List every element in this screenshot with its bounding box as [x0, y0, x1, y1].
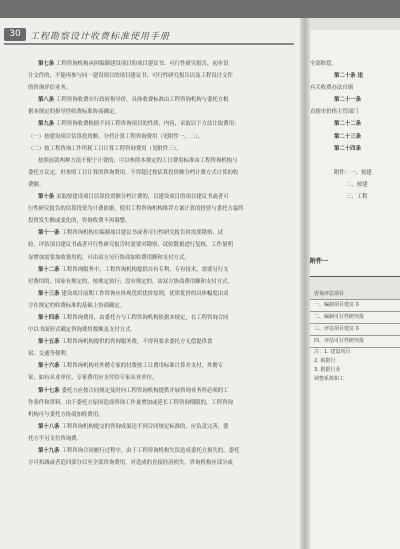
book-gutter: [300, 18, 310, 549]
article-line: [28, 409, 296, 421]
page-number: 30: [4, 28, 26, 41]
article-first-line: [28, 288, 296, 300]
article-text: 家，如有从业单位，专家费用应支付给专家从业单位。: [28, 375, 158, 382]
article-first-line: [28, 312, 296, 324]
article-number: 第八条: [38, 97, 57, 104]
article-first-line: [28, 385, 296, 397]
article-text: 行性研究报告的估算投资为计费依据，使用工程咨询机构推荐方案计算的投资与委托方最终: [28, 206, 244, 213]
article-text: 计文件的，不能再参与同一建设项目的项目建议书、可行性研究报告以及工程设计文件: [28, 73, 233, 80]
right-page-line: [310, 155, 400, 167]
article-number: 第十一条: [38, 230, 62, 237]
article-text: 验，评估项目建议书或者可行性研究报告时需要对勘察、试验数据进行复核，工作量明: [28, 242, 233, 249]
right-page-line: 第二十条 违: [334, 73, 363, 80]
article-text: 委托方应按合同规定及时向工程咨询机构提供开展咨询业务所必须的工: [61, 387, 229, 394]
article-first-line: [28, 421, 296, 433]
right-page-line: 第二十二条: [334, 121, 361, 128]
article-number: 第十条: [38, 194, 57, 201]
table-note: 调整系数和工: [314, 376, 345, 382]
article-text: 工程咨询合同履行过程中，由于工程咨询机构失误造成委托方损失的，委托: [61, 448, 240, 454]
article-text: 建设项目前期工作咨询应体现优质优价原则，优质优价的具体幅度由双: [61, 290, 229, 297]
article-line: [28, 179, 296, 191]
article-first-line: [28, 227, 296, 239]
right-page-line: 直辖市价格主管部门: [310, 109, 359, 116]
article-line: [28, 70, 296, 82]
article-text: 按照前款两种方法不便于计费的，可以参照本规定的工日费用标准由工程咨询机构与: [38, 157, 238, 164]
article-number: 第十七条: [38, 387, 62, 394]
fee-table: [310, 276, 400, 384]
open-book: [0, 18, 400, 549]
left-page: [0, 18, 300, 549]
table-header: 咨询评估项目: [310, 277, 400, 300]
table-note: 注：1. 建设项目: [314, 349, 351, 355]
article-text: 工程咨询收费实行政府指导价。具体收费标准由工程咨询机构与委托方根: [56, 97, 229, 104]
article-line: [28, 239, 296, 251]
article-text: 工程咨询机构承担编制建设项目的项目建议书、可行性研究报告，初步设: [56, 61, 229, 67]
table-row: 二、编制可行性研究报: [310, 312, 400, 324]
article-number: 第十五条: [38, 339, 62, 346]
article-number: 第十四条: [38, 314, 62, 321]
article-number: 第十六条: [38, 363, 62, 370]
table-note: 2. 根据行: [314, 358, 336, 364]
article-line: [28, 215, 296, 227]
article-line: [28, 372, 296, 384]
article-number: 第十九条: [38, 448, 62, 454]
right-page-line: 二、按建: [346, 181, 368, 188]
article-number: 第九条: [38, 121, 57, 128]
article-text: 工程咨询机构对外聘专家的付费按工日费用标准计算并支付，外聘专: [61, 363, 224, 370]
article-text: （二）按工程咨询工作所耗工日计算工程咨询费用（见附件三）。: [28, 145, 182, 152]
page-header: [4, 28, 294, 42]
article-line: [28, 348, 296, 360]
article-text: 委托方议定，但参照工日计算的咨询费用，不得超过按估算投资额分档计费方式计算的收: [28, 169, 239, 176]
article-text: 费额。: [28, 181, 45, 188]
article-text: 工程咨询机构提交的咨询成果达不到合同规定标准的，应负责完善，委: [61, 423, 229, 430]
article-line: [28, 131, 296, 143]
article-text: 方在规定的收费标准的基础上协商确定。: [28, 302, 126, 309]
article-text: 显增加需要加收费用的，可由双方另行协商加收费用额和支付方式。: [28, 254, 190, 261]
article-text: 方可扣减或者追回部分以至全部咨询费用，对造成的直接经济损失，咨询机构应部分或: [28, 460, 233, 467]
article-text: 投资发生额或变化的，咨询收费不再调整。: [28, 218, 131, 225]
article-number: 第十八条: [38, 423, 62, 430]
article-text: 机构可与委托方协商加收费用。: [28, 411, 104, 418]
table-note: 3. 根据行业: [314, 367, 341, 373]
article-first-line: [28, 360, 296, 372]
article-text: 采取按建设项目估算投资额分档计费的，以建设项目的项目建议书或者可: [56, 194, 229, 201]
header-rule: [4, 43, 294, 45]
article-first-line: [28, 445, 296, 457]
right-page-line: 有关收费办法自颁: [310, 85, 354, 92]
article-text: 据本规定的指导性收费标准协商确定。: [28, 109, 120, 116]
right-page-text: [310, 58, 400, 203]
article-text: 宿、交通等便利。: [28, 351, 72, 358]
article-line: [28, 106, 296, 118]
article-first-line: [28, 118, 296, 130]
article-line: [28, 397, 296, 409]
article-line: [28, 82, 296, 94]
article-line: [28, 457, 296, 469]
article-text: 工程咨询收费根据不同工程咨询项目的性质、内容，采取以下方法计取费用：: [56, 121, 240, 128]
article-text: 付费用的，国家有规定的，按规定执行；没有规定的，由双方协商费用额和支付方式。: [28, 278, 233, 285]
article-line: [28, 300, 296, 312]
right-page-line: 三、工程: [346, 194, 368, 201]
running-title: 工程勘察设计收费标准使用手册: [30, 32, 171, 42]
article-number: 第七条: [38, 61, 57, 67]
article-first-line: [28, 336, 296, 348]
article-line: [28, 143, 296, 155]
table-row: 一、编制项目建议书: [310, 300, 400, 312]
article-text: 中以书面形式确定咨询费用数额及支付方式。: [28, 327, 136, 334]
article-first-line: [28, 264, 296, 276]
article-number: 第十二条: [38, 266, 62, 273]
article-text: 工程咨询机构提供的咨询服务费，不得再要求委托方无偿提供食: [61, 339, 213, 346]
article-number: 第十三条: [38, 290, 62, 297]
article-first-line: [28, 94, 296, 106]
article-line: [28, 276, 296, 288]
right-page-line: 第二十四条: [334, 145, 361, 152]
article-first-line: [28, 155, 296, 167]
article-text: 的咨询评估业务。: [28, 85, 72, 92]
right-page: [310, 18, 400, 549]
article-text: 工程咨询费用，由委托方与工程咨询机构依据本规定，在工程咨询合同: [61, 314, 229, 321]
article-text: 托方不另支付咨询费。: [28, 435, 82, 442]
article-line: [28, 324, 296, 336]
article-text: 作条件和资料。由于委托方原因造成咨询工作量增加或延长工程咨询期限的，工程咨询: [28, 399, 233, 406]
right-page-line: 第二十一条: [334, 97, 361, 104]
right-page-line: 全部赔偿。: [310, 61, 337, 67]
attachment-label: 附件一: [310, 258, 329, 265]
right-page-line: 附件：一、按建: [334, 169, 372, 176]
article-first-line: [28, 191, 296, 203]
article-text: 工程咨询机构在编制项目建议书或者可行性研究报告时需要勘察、试: [61, 230, 224, 237]
article-line: [28, 252, 296, 264]
table-row: 四、评估可行性研究报: [310, 336, 400, 348]
article-text: （一）按建设项目估算投资额，分档计算工程咨询费用（见附件一、二）。: [28, 133, 204, 140]
article-text: 工程咨询服务中，工程咨询机构提供自有专利、专有技术，需要另行支: [61, 266, 229, 273]
right-page-line: 第二十三条: [334, 133, 361, 140]
article-line: [28, 203, 296, 215]
right-page-top-shade: [310, 18, 400, 30]
article-body: [28, 58, 296, 469]
article-line: [28, 433, 296, 445]
table-row: 三、评估项目建议书: [310, 324, 400, 336]
article-line: [28, 167, 296, 179]
article-first-line: [28, 58, 296, 70]
